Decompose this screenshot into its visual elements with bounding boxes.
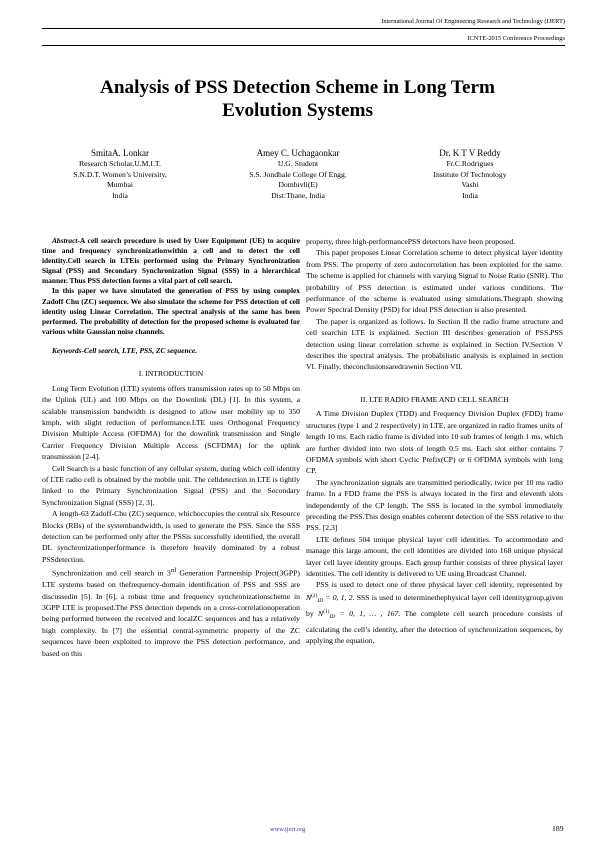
header-rule-bottom [42, 45, 565, 46]
equation-n-id-1 [318, 609, 399, 621]
math-symbol: N [318, 609, 324, 619]
author-affiliation: India [112, 191, 128, 201]
math-superscript: (2) [311, 592, 318, 599]
author-affiliation: Fr.C.Rodrigues [446, 159, 494, 168]
abstract-label: Abstract- [52, 236, 80, 245]
intro-paragraph-3: A length-63 Zadoff-Chu (ZC) sequence, whichoccupies the central six Resource Blocks (RBs) of the systembandwidth, is used to generate the PSS. Since the SSS detection can be performed only after the PSSis successfully identified, the overall DL synchronizationperformance is therefore heavily dominated by a robust PSSdetection. [42, 509, 300, 564]
ordinal-superscript: rd [170, 567, 177, 575]
intro-paragraph-1: Long Term Evolution (LTE) systems offers transmission rates up to 50 Mbps on the Uplink (UL) and 100 Mbps on the Downlink (DL) [1]. In this system, a scalable transmission bandwidth is designed to allow user mobility up to 350 kmph, with slight reduction of performance.LTE uses Orthogonal Frequency Division Multiple Access (OFDMA) for the downlink transmission and Single Carrier Frequency Division Multiple Access (SCFDMA) for the uplink transmission [2-4]. [42, 383, 300, 462]
math-subscript: ID [329, 614, 336, 621]
intro-paragraph-2: Cell Search is a basic function of any cellular system, during which cell identity of LTE radio cell is obtained by the mobile unit. The celldetection in LTE is tightly linked to the Primary Synchronization Signal (PSS) and the Secondary Synchronization Signal (SSS) [2, 3]. [42, 463, 300, 507]
author-name: Dr. K T V Reddy [439, 148, 501, 158]
intro-p4-text: Synchronization and cell search in 3 [52, 568, 171, 578]
author-affiliation: S.S. Jondhale College Of Engg. [249, 169, 347, 179]
math-symbol: N [306, 592, 312, 602]
abstract-paragraph-2: In this paper we have simulated the generation of PSS by using complex Zadoff Chu (ZC) sequence. We also simulate the scheme for PSS detection of cell identity using Linear Correlation. The spectral analysis of the same has been performed. The probability of detection for the proposed scheme is evaluated for various white Gaussian noise channels. [42, 286, 300, 336]
math-superscript: (1) [323, 609, 330, 616]
page-number: 189 [552, 824, 564, 833]
section2-p4-text: PSS is used to detect one of three physical layer cell identity, represented by [316, 580, 563, 590]
abstract-paragraph-1 [42, 236, 300, 286]
author-block-3 [395, 147, 545, 202]
intro-paragraph-5: This paper proposes Linear Correlation scheme to detect physical layer identity from PSS. The property of zero autocorrelation has been exploited for the same. The scheme is applied for channels with varying Signal to Noise Ratio (SNR). The probability of PSS detection is estimated under various conditions. The performance of the scheme is evaluated using simulations.Thegraph showing Power Spectral Density (PSD) for ideal PSS detection is also presented. [306, 248, 563, 315]
author-affiliation: Research Scholar,U.M.I.T. [79, 159, 161, 168]
journal-name: International Journal Of Engineering Research and Technology (IJERT) [381, 18, 565, 25]
section2-p4-text: . The complete cell search procedure consists of calculating the cell’s identity, after the detection of synchronization sequences, by applying the equation, [306, 609, 563, 645]
paper-title-line-1: Analysis of PSS Detection Scheme in Long Term [100, 77, 495, 98]
footer-link[interactable]: www.ijert.org [270, 826, 306, 833]
header-rule-top [42, 28, 565, 29]
section-heading-lte-radio-frame: II. LTE RADIO FRAME AND CELL SEARCH [360, 394, 509, 404]
abstract [42, 236, 300, 337]
author-affiliation: Institute Of Technology [433, 169, 507, 179]
left-column [42, 236, 300, 659]
author-block-2 [218, 147, 378, 202]
section2-paragraph-4 [306, 579, 563, 646]
right-column [306, 236, 563, 646]
author-block-1 [45, 147, 195, 202]
paper-title-line-2: Evolution Systems [222, 100, 373, 121]
author-name: SmitaA. Lonkar [91, 148, 149, 158]
author-affiliation: Mumbai [106, 180, 134, 190]
equation-n-id-2 [306, 593, 353, 602]
abstract-text: A cell search procedure is used by User Equipment (UE) to acquire time and frequency synchronizationwithin a cell and to detect the cell identity.Cell search in LTEis performed using the Primary Synchronization Signal (PSS) and Secondary Synchronization Signal (SSS) in a hierarchical manner. Thus PSS detection forms a vital part of cell search. [42, 236, 300, 286]
author-affiliation: S.N.D.T. Women’s University, [73, 169, 167, 179]
intro-paragraph-4 [42, 565, 300, 659]
intro-paragraph-6: The paper is organized as follows. In Section II the radio frame structure and cell searchin LTE is explained. Section III describes generation of PSS.PSS detection using linear correlation scheme is explained in Section IV.Section V describes the spectral analysis. The probabilistic analysis is explained in section VI. Finally, theconclusionsaredrawnin Section VII. [306, 316, 563, 372]
intro-paragraph-4-continued: property, three high-performancePSS detectors have been proposed. [306, 237, 516, 246]
author-affiliation: U.G. Student [277, 159, 319, 168]
section2-paragraph-2: The synchronization signals are transmitted periodically, twice per 10 ms radio frame. In a FDD frame the PSS is always located in the first and eleventh slots independently of the CP length. The SSS is located in the symbol immediately preceding the PSS.This design enables coherent detection of the SSS relative to the PSS. [2,3] [306, 477, 563, 533]
math-value: = 0, 1, … , 167 [335, 609, 399, 619]
section2-p4-text: . SSS is used to determinethephysical layer cell identitygroup,given by [306, 592, 563, 619]
author-affiliation: India [462, 191, 478, 201]
section2-paragraph-3: LTE defines 504 unique physical layer cell identities. To accommodate and manage this large amount, the cell identities are divided into 168 unique physical layer cell layer identity groups. Each group further consists of three physical layer identities. The cell identity is delivered to UE using Broadcast Channel. [306, 534, 563, 578]
math-value: = 0, 1, 2 [323, 592, 353, 602]
author-affiliation: Dist:Thane, India [271, 191, 325, 201]
conference-proceedings: ICNTE-2015 Conference Proceedings [467, 35, 565, 42]
intro-p4-text: Generation Partnership Project(3GPP) LTE systems based on thefrequency-domain identification of PSS and SSS are discussedin [5]. In [6], a robust time and frequency synchronizationscheme in 3GPP LTE is proposed.The PSS detection depends on a cross-correlationoperation being performed between the received and localZC sequences and has a relatively high complexity. In [7] the essential central-symmetric property of the ZC sequences have been exploited to improve the PSS detection performance, and based on this [42, 568, 300, 658]
section2-paragraph-1: A Time Division Duplex (TDD) and Frequency Division Duplex (FDD) frame structures (type 1 and 2 respectively) in LTE, are organized in radio frames units of length 10 ms. Each radio frame is divided into 10 sub frames of length 1 ms, which are further divided into two slots of length 0.5 ms. Each slot either contains 7 OFDMA symbols with short Cyclic Prefix(CP) or 6 OFDMA symbols with long CP. [306, 409, 563, 476]
section-heading-introduction: I. INTRODUCTION [138, 369, 204, 379]
author-name: Amey C. Uchagaonkar [256, 148, 340, 158]
paper-title [40, 76, 555, 122]
author-affiliation: Vashi [461, 180, 479, 190]
author-affiliation: Dombivli(E) [278, 180, 318, 190]
math-subscript: ID [317, 597, 324, 604]
keywords: Keywords-Cell search, LTE, PSS, ZC sequence. [52, 345, 198, 355]
